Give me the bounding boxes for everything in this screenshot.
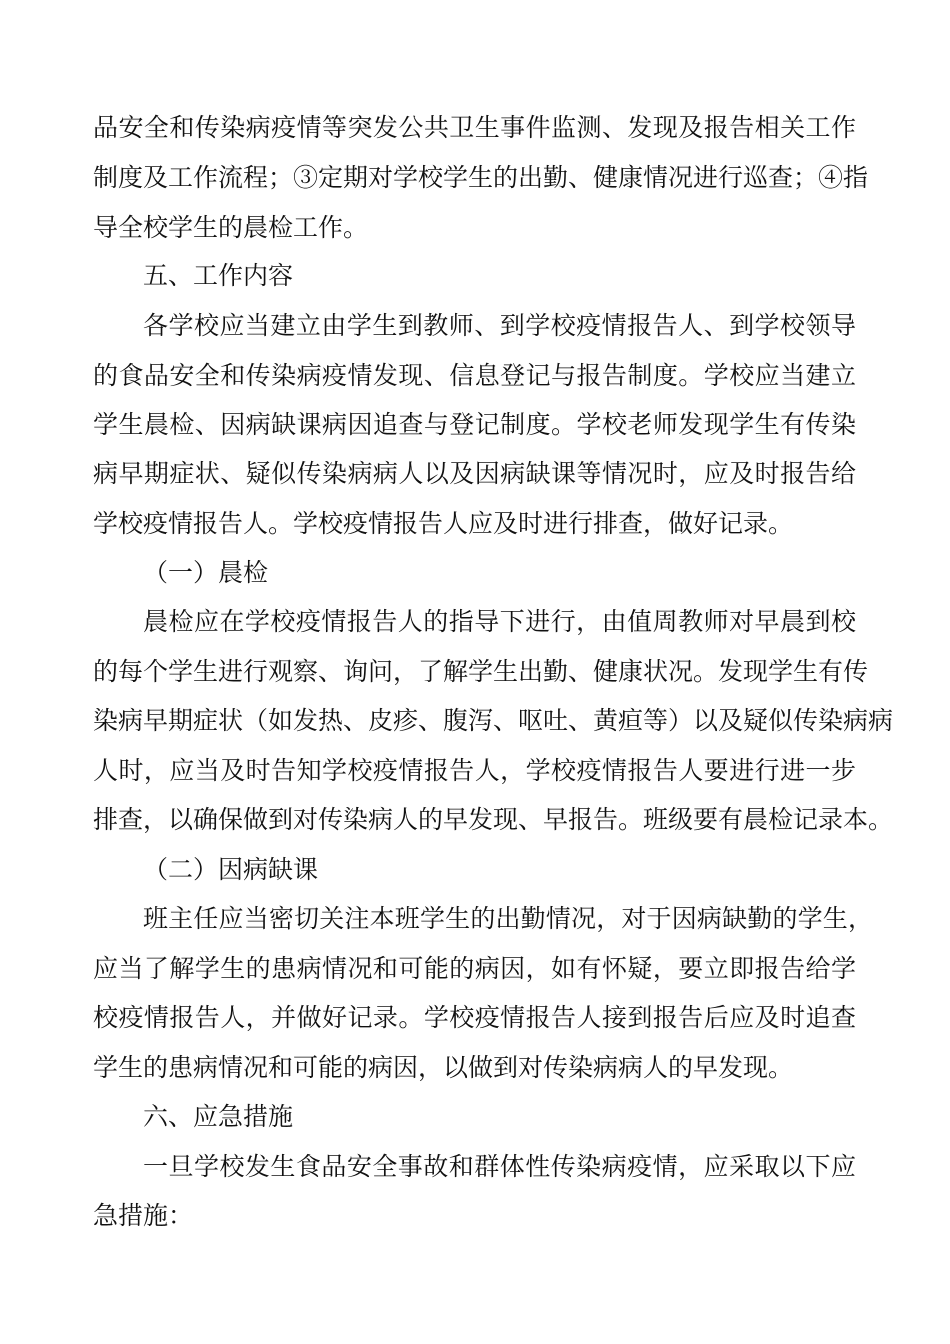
text-line: 排查，以确保做到对传染病人的早发现、早报告。班级要有晨检记录本。 — [93, 805, 894, 834]
text-line: 学校疫情报告人。学校疫情报告人应及时进行排查，做好记录。 — [93, 509, 794, 538]
text-line: 班主任应当密切关注本班学生的出勤情况，对于因病缺勤的学生， — [143, 904, 873, 933]
text-line: 学生的患病情况和可能的病因，以做到对传染病病人的早发现。 — [93, 1053, 794, 1082]
text-line: 人时，应当及时告知学校疫情报告人，学校疫情报告人要进行进一步 — [93, 756, 856, 785]
text-line: 的食品安全和传染病疫情发现、信息登记与报告制度。学校应当建立 — [93, 361, 856, 390]
text-line: 的每个学生进行观察、询问，了解学生出勤、健康状况。发现学生有传 — [93, 657, 869, 686]
section-heading: 六、应急措施 — [143, 1102, 294, 1131]
text-line: 各学校应当建立由学生到教师、到学校疫情报告人、到学校领导 — [143, 311, 856, 340]
text-line: 病早期症状、疑似传染病病人以及因病缺课等情况时，应及时报告给 — [93, 459, 856, 488]
text-line: 学生晨检、因病缺课病因追查与登记制度。学校老师发现学生有传染 — [93, 410, 856, 439]
subsection-heading: （一）晨检 — [143, 558, 269, 587]
text-line: 品安全和传染病疫情等突发公共卫生事件监测、发现及报告相关工作 — [93, 113, 856, 142]
text-line: 制度及工作流程；③定期对学校学生的出勤、健康情况进行巡查；④指 — [93, 163, 869, 192]
text-line: 急措施： — [93, 1201, 194, 1230]
subsection-heading: （二）因病缺课 — [143, 855, 319, 884]
text-line: 晨检应在学校疫情报告人的指导下进行，由值周教师对早晨到校 — [143, 607, 856, 636]
text-line: 一旦学校发生食品安全事故和群体性传染病疫情，应采取以下应 — [143, 1152, 856, 1181]
text-line: 应当了解学生的患病情况和可能的病因，如有怀疑，要立即报告给学 — [93, 954, 856, 983]
text-line: 校疫情报告人，并做好记录。学校疫情报告人接到报告后应及时追查 — [93, 1003, 856, 1032]
text-line: 导全校学生的晨检工作。 — [93, 213, 369, 242]
section-heading: 五、工作内容 — [143, 261, 294, 290]
text-line: 染病早期症状（如发热、皮疹、腹泻、呕吐、黄疸等）以及疑似传染病病 — [93, 706, 894, 735]
